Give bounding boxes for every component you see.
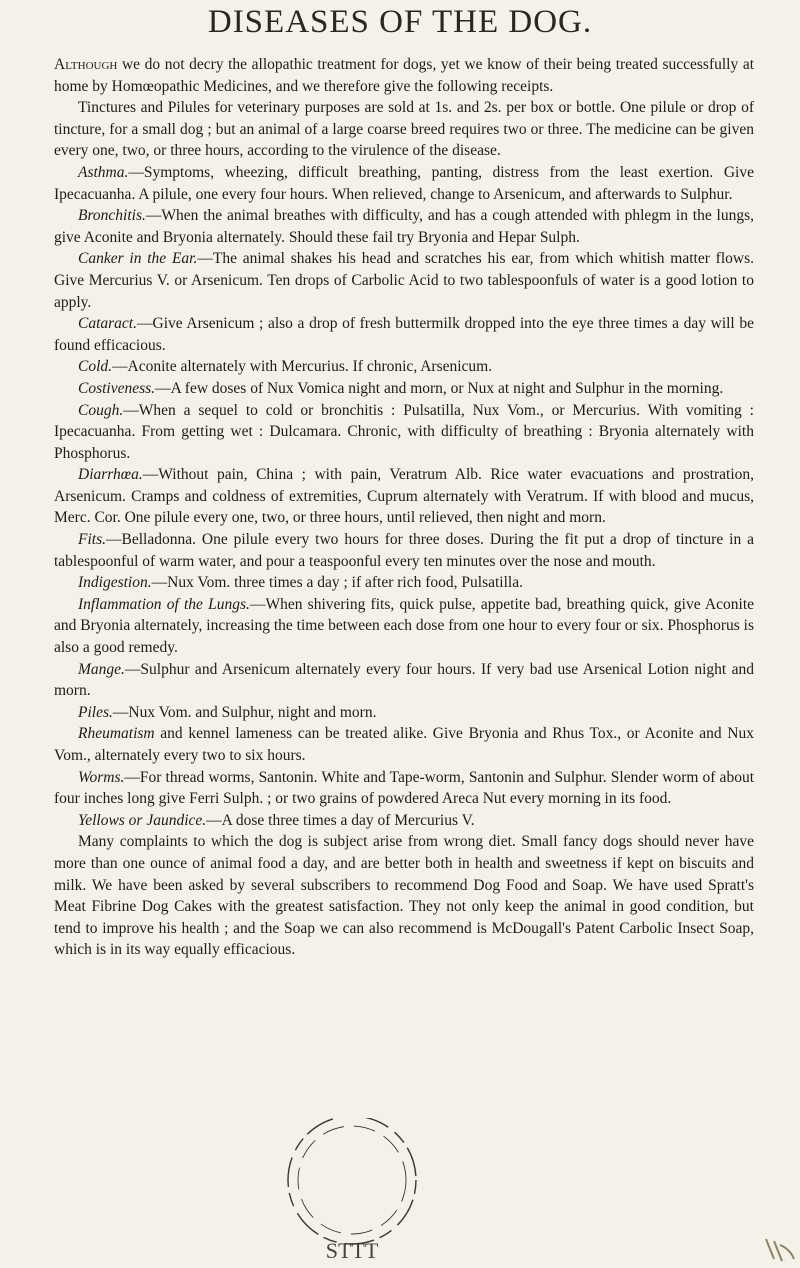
entry-heading: Inflammation of the Lungs. <box>78 595 250 613</box>
entry-text: —A dose three times a day of Mercurius V. <box>206 811 475 829</box>
entry-text: —Belladonna. One pilule every two hours for three doses. During the fit put a drop of tincture in a tablespoonful of warm water, and pour a teaspoonful every ten minutes over the nose and mouth. <box>54 531 754 570</box>
entry-paragraph <box>54 594 754 659</box>
entry-text: —When shivering fits, quick pulse, appetite bad, breathing quick, give Aconite and Bryonia alternately, increasing the time between each dose from one hour to every four or six. Phosphorus is also a good remedy. <box>54 595 755 657</box>
entry-paragraph <box>54 378 754 400</box>
entry-heading: Asthma. <box>78 163 129 181</box>
entry-heading: Cataract. <box>78 315 137 333</box>
entry-heading: Cough. <box>78 401 124 419</box>
entry-paragraph <box>54 702 754 724</box>
entry-text: —Without pain, China ; with pain, Veratrum Alb. Rice water evacuations and prostration, Arsenicum. Cramps and coldness of extremities, Cuprum alternately with Veratrum. If with blood and mucus, Merc. Cor. One pilule every one, two, or three hours, until relieved, then night and morn. <box>54 466 754 527</box>
page-title: DISEASES OF THE DOG. <box>207 4 593 40</box>
entry-heading: Cold. <box>78 358 113 376</box>
entry-heading: Bronchitis. <box>78 207 146 225</box>
entry-heading: Indigestion. <box>78 574 152 592</box>
entry-paragraph <box>54 723 754 766</box>
entry-text: —A few doses of Nux Vomica night and morn, or Nux at night and Sulphur in the morning. <box>155 379 724 397</box>
corner-mark <box>760 1235 800 1263</box>
entry-paragraph <box>54 810 754 832</box>
entry-text: and kennel lameness can be treated alike. Give Bryonia and Rhus Tox., or Aconite and Nux Vom., alternately every two to six hours. <box>54 725 754 764</box>
entry-text: —Aconite alternately with Mercurius. If chronic, Arsenicum. <box>112 358 493 376</box>
entry-heading: Rheumatism <box>78 725 155 743</box>
entry-heading: Mange. <box>78 660 125 678</box>
entry-paragraph <box>54 529 754 572</box>
entry-text: —Give Arsenicum ; also a drop of fresh buttermilk dropped into the eye three times a day will be found efficacious. <box>54 315 754 354</box>
entry-text: —The animal shakes his head and scratches his ear, from which whitish matter flows. Give Mercurius V. or Arsenicum. Ten drops of Carbolic Acid to two tablespoonfuls of water is a good lotion to apply. <box>54 250 754 311</box>
entry-text: —Symptoms, wheezing, difficult breathing, panting, distress from the least exertion. Give Ipecacuanha. A pilule, one every four hours. When relieved, change to Arsenicum, and afterwards to Sulphur. <box>54 163 754 203</box>
entry-heading: Costiveness. <box>78 379 156 397</box>
entry-text: Many complaints to which the dog is subject arise from wrong diet. Small fancy dogs should never have more than one ounce of animal food a day, and are better both in health and sweetness if kept on biscuits and milk. We have been asked by several subscribers to recommend Dog Food and Soap. We have used Spratt's Meat Fibrine Dog Cakes with the greatest satisfaction. They not only keep the animal in good condition, but tend to improve his health ; and the Soap we can also recommend is McDougall's Patent Carbolic Insect Soap, which is in its way equally efficacious. <box>54 833 754 959</box>
entry-heading: Worms. <box>78 768 125 786</box>
entry-paragraph <box>54 97 754 162</box>
entry-heading: Canker in the Ear. <box>78 250 198 268</box>
entry-text: —When the animal breathes with difficulty, and has a cough attended with phlegm in the lungs, give Aconite and Bryonia alternately. Should these fail try Bryonia and Hepar Sulph. <box>54 207 754 246</box>
library-stamp <box>262 1118 442 1268</box>
intro-paragraph <box>54 54 754 97</box>
svg-text:STTT: STTT <box>325 1238 379 1263</box>
entry-paragraph <box>54 162 754 205</box>
entry-paragraph <box>54 659 754 702</box>
entry-heading: Diarrhœa. <box>78 466 143 484</box>
entry-paragraph <box>54 572 754 594</box>
entry-text: —When a sequel to cold or bronchitis : Pulsatilla, Nux Vom., or Mercurius. With vomiting : Ipecacuanha. From getting wet : Dulcamara. Chronic, with difficulty of breathing : Bryonia alternately with Phosphorus. <box>54 401 754 462</box>
entry-paragraph <box>54 356 754 378</box>
entry-heading: Piles. <box>78 703 113 721</box>
entry-paragraph <box>54 400 754 465</box>
intro-text: we do not decry the allopathic treatment for dogs, yet we know of their being treated successfully at home by Homœopathic Medicines, and we therefore give the following receipts. <box>54 56 754 95</box>
entry-paragraph <box>54 464 754 529</box>
entry-paragraph <box>54 248 754 313</box>
page-body <box>54 54 754 961</box>
entry-paragraph <box>54 767 754 810</box>
entry-text: Tinctures and Pilules for veterinary purposes are sold at 1s. and 2s. per box or bottle. One pilule or drop of tincture, for a small dog ; but an animal of a large coarse breed requires two or three. The medicine can be given every one, two, or three hours, according to the virulence of the disease. <box>54 99 754 160</box>
entry-heading: Yellows or Jaundice. <box>78 811 207 829</box>
entry-paragraph <box>54 831 754 961</box>
entry-text: —Nux Vom. three times a day ; if after rich food, Pulsatilla. <box>151 574 523 592</box>
entry-text: —Nux Vom. and Sulphur, night and morn. <box>112 703 377 721</box>
entry-paragraph <box>54 205 754 248</box>
entries-list <box>54 97 754 961</box>
entry-text: —For thread worms, Santonin. White and Tape-worm, Santonin and Sulphur. Slender worm of about four inches long give Ferri Sulph. ; or two grains of powdered Areca Nut every morning in its food. <box>54 768 754 808</box>
intro-lead: Although <box>54 56 118 73</box>
entry-heading: Fits. <box>78 531 106 549</box>
entry-paragraph <box>54 313 754 356</box>
entry-text: —Sulphur and Arsenicum alternately every four hours. If very bad use Arsenical Lotion night and morn. <box>54 660 754 700</box>
